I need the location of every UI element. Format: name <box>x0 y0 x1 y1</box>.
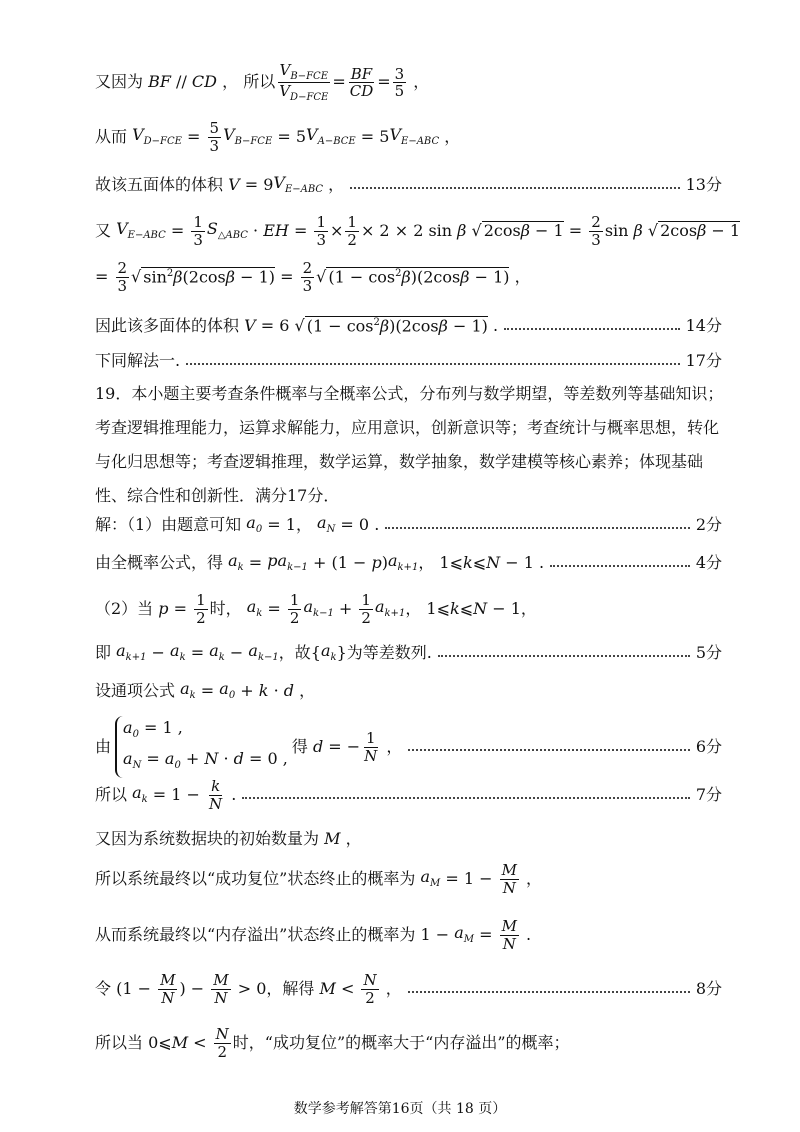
text: ，解得 <box>266 978 315 998</box>
q19-step-8: 又因为系统数据块的初始数量为 M ， <box>95 829 362 848</box>
text: 所以当 <box>95 1032 144 1052</box>
score: 7分 <box>695 784 722 804</box>
text: 为等差数列. <box>346 642 432 662</box>
text: 即 <box>95 642 112 662</box>
text: 由 <box>95 736 112 756</box>
formula: $\frac{3}{5}$ <box>394 64 405 100</box>
q19-step-10: 从而系统最终以“内存溢出”状态终止的概率为 1 − $a_M$ = $\frac{M}{N}$ . <box>95 917 532 953</box>
text: 从而 <box>95 126 128 146</box>
text: 解：（1）由题意可知 <box>95 514 242 534</box>
dot-leader <box>385 527 690 529</box>
score: 8分 <box>695 978 722 998</box>
score: 14分 <box>685 315 722 335</box>
dot-leader <box>438 655 690 657</box>
text: 所以系统最终以“成功复位”状态终止的概率为 <box>95 868 416 888</box>
text: 又因为系统数据块的初始数量为 <box>95 829 320 848</box>
text: 得 <box>291 736 308 756</box>
formula: $\frac{5}{3}$ <box>209 119 220 155</box>
dot-leader <box>350 187 679 189</box>
equation-system: $a_0 = 1$ , $a_N = a_0 + N \cdot d = 0$ , <box>115 716 288 778</box>
text: 又 <box>95 220 112 240</box>
q19-step-9: 所以系统最终以“成功复位”状态终止的概率为 $a_M$ = 1 − $\frac{M}{N}$ ， <box>95 861 543 897</box>
text: 所以 <box>243 72 276 92</box>
q19-step-11: 令 (1 − $\frac{M}{N}$ ) − $\frac{M}{N}$ > 0 ，解得 M < $\frac{N}{2}$ ， 8分 <box>95 971 722 1007</box>
line-polyhedron-volume: 因此该多面体的体积 V = 6 √ $(1 - \cos^2\beta)(2\cos\beta - 1)$ . 14分 <box>95 315 722 336</box>
text: ，故 <box>278 642 311 662</box>
dot-leader <box>186 363 680 365</box>
page-footer: 数学参考解答第16页（共 18 页） <box>293 1101 507 1117</box>
text: 由全概率公式，得 <box>95 552 224 572</box>
score: 4分 <box>695 552 722 572</box>
line-volume-relation: 从而 $V_{D-FCE}$ = $\frac{5}{3}$ $V_{B-FCE}$ = 5 $V_{A-BCE}$ = 5 $V_{E-ABC}$ ， <box>95 119 461 155</box>
line-v-eabc-cont: = $\frac{2}{3}$ √ $\sin^2\beta(2\cos\beta - 1)$ = $\frac{2}{3}$ √ $(1 - \cos^2\beta)(2\cos\beta - 1)$ ， <box>95 259 531 295</box>
score: 5分 <box>695 642 722 662</box>
text: 设通项公式 <box>95 680 176 700</box>
text: （2）当 <box>95 598 154 618</box>
dot-leader <box>408 991 690 993</box>
q19-step-4: 即 $a_{k+1}$ − $a_k$ = $a_k$ − $a_{k-1}$ ，故 { $a_k$ } 为等差数列. 5分 <box>95 641 722 664</box>
text: 令 <box>95 978 112 998</box>
text: 从而系统最终以“内存溢出”状态终止的概率为 <box>95 924 416 944</box>
q19-intro: 19．本小题主要考查条件概率与全概率公式，分布列与数学期望，等差数列等基础知识；考查逻辑推理能力，运算求解能力，应用意识，创新意识等；考查统计与概率思想，转化与化归思想等；考查逻辑推理，数学运算，数学抽象，数学建模等核心素养；体现基础性、综合性和创新性．满分17分． <box>95 384 724 505</box>
score: 17分 <box>685 351 722 370</box>
q19-step-2: 由全概率公式，得 $a_k$ = $pa_{k-1}$ + (1 − p ) $a_{k+1}$ ， 1⩽ k ⩽ N − 1 . 4分 <box>95 551 722 574</box>
q19-step-1: 解：（1）由题意可知 $a_0$ = 1， $a_N$ = 0 . 2分 <box>95 513 722 536</box>
dot-leader <box>408 749 689 751</box>
line-bf-cd: 又因为 BF // CD ， 所以 $\frac{V_{B-FCE}}{V_{D-FCE}}$ = $\frac{BF}{CD}$ = $\frac{3}{5}$ ， <box>95 61 430 103</box>
text: 下同解法一. <box>95 351 181 370</box>
text: 又因为 <box>95 72 144 92</box>
q19-step-3: （2）当 p = $\frac{1}{2}$ 时， $a_k$ = $\frac{1}{2}$ $a_{k-1}$ + $\frac{1}{2}$ $a_{k+1}$ ， 1⩽ k ⩽ N − 1， <box>95 591 537 627</box>
score: 13分 <box>685 174 722 194</box>
dot-leader <box>550 565 690 567</box>
dot-leader <box>242 797 689 799</box>
q19-step-6: 由 $a_0 = 1$ , $a_N = a_0 + N \cdot d = 0$ , 得 d = − $\frac{1}{N}$ ， 6分 <box>95 716 722 778</box>
text: 时，“成功复位”的概率大于“内存溢出”的概率； <box>232 1032 570 1052</box>
line-same-method <box>95 352 722 370</box>
line-v-eabc: 又 $V_{E-ABC}$ = $\frac{1}{3}$ $S_{\triangle ABC}$ · EH = $\frac{1}{3}$ × $\frac{1}{2}$ × 2 × 2 sin β √ 2cosβ − 1 = $\frac{2}{3}$ sin β √ 2cosβ − 1 <box>95 213 741 249</box>
score: 6分 <box>695 736 722 756</box>
q19-step-7: 所以 $a_k$ = 1 − $\frac{k}{N}$ . 7分 <box>95 777 722 813</box>
score: 2分 <box>695 514 722 534</box>
q19-step-12: 所以当 0⩽ M < $\frac{N}{2}$ 时，“成功复位”的概率大于“内存溢出”的概率； <box>95 1025 570 1061</box>
text: 故该五面体的体积 <box>95 174 224 194</box>
formula: $\frac{BF}{CD}$ <box>349 64 374 100</box>
formula: $\frac{V_{B-FCE}}{V_{D-FCE}}$ <box>279 61 329 103</box>
dot-leader <box>504 328 680 330</box>
text: 所以 <box>95 784 128 804</box>
line-pentahedron-volume: 故该五面体的体积 V = 9 $V_{E-ABC}$ ， 13分 <box>95 173 722 196</box>
q19-step-5: 设通项公式 $a_k$ = $a_0$ + k · d ， <box>95 679 316 702</box>
text: 因此该多面体的体积 <box>95 315 240 335</box>
text: 时， <box>209 598 242 618</box>
